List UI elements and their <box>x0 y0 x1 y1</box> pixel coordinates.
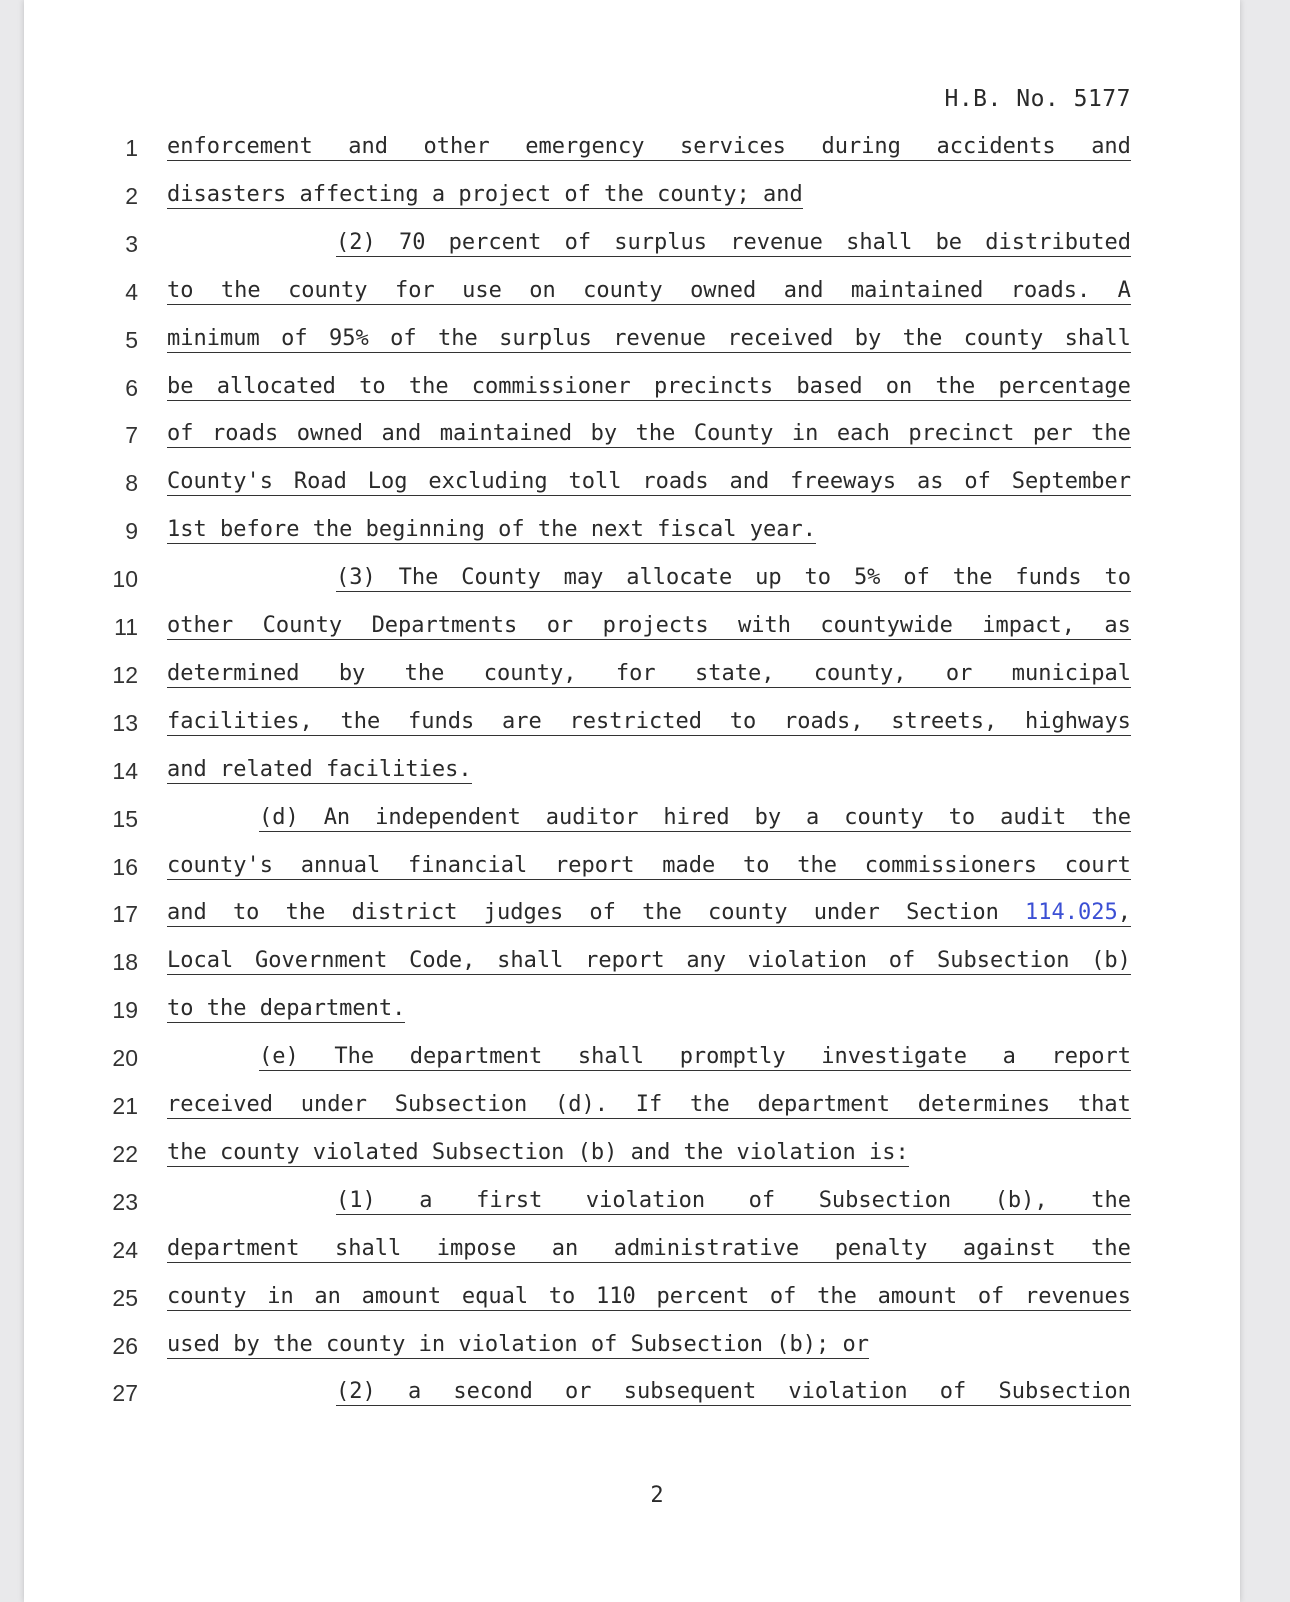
word: to <box>167 277 194 303</box>
word: or <box>945 660 973 686</box>
word: (b) <box>1091 948 1131 974</box>
word: surplus <box>614 229 707 255</box>
line-number: 12 <box>112 661 138 688</box>
word: department <box>167 1235 300 1261</box>
word: the <box>817 1283 857 1309</box>
word: The <box>398 565 439 591</box>
word: in <box>791 421 819 447</box>
word: be <box>167 373 194 399</box>
word: a <box>806 804 820 830</box>
line-number: 24 <box>112 1236 138 1263</box>
word: the <box>1091 1187 1131 1213</box>
word: Section <box>906 900 999 926</box>
word: the <box>635 421 676 447</box>
word: department <box>757 1092 890 1117</box>
word: commissioner <box>471 373 631 399</box>
word: emergency <box>525 134 645 159</box>
bill-text-line <box>336 1379 1131 1406</box>
word: Subsection <box>998 1379 1131 1405</box>
bill-text-line <box>167 900 1131 927</box>
word: of <box>167 421 194 447</box>
word: shall <box>577 1044 645 1070</box>
line-number: 11 <box>114 614 138 640</box>
word: report <box>1051 1044 1131 1070</box>
line-number: 15 <box>112 805 138 832</box>
word: commissioners <box>864 852 1037 878</box>
word: other <box>167 613 234 638</box>
word: received <box>167 1092 273 1117</box>
word: court <box>1064 852 1131 878</box>
word: of <box>964 469 991 495</box>
word: received <box>727 325 834 351</box>
word: restricted <box>569 708 702 734</box>
word: under <box>300 1092 367 1117</box>
word: by <box>590 421 618 447</box>
word: promptly <box>679 1044 786 1070</box>
line-number: 1 <box>125 135 138 161</box>
word: owned <box>296 421 363 447</box>
word: roads <box>212 421 279 447</box>
line-number: 9 <box>125 518 138 545</box>
word: a <box>1002 1044 1016 1070</box>
word: September <box>1011 469 1131 495</box>
bill-text-line <box>167 374 1131 401</box>
word: per <box>1032 421 1073 447</box>
bill-text-line <box>167 661 1131 688</box>
word: 110 <box>596 1283 636 1309</box>
word: that <box>1077 1092 1131 1117</box>
word: surplus <box>499 325 592 351</box>
word: to <box>742 852 770 878</box>
word: The <box>334 1044 375 1070</box>
word: roads. <box>1010 277 1091 303</box>
page-number: 2 <box>650 1483 664 1508</box>
word: to <box>1104 565 1131 591</box>
bill-text-line <box>167 1092 1131 1119</box>
bill-text-line <box>259 1044 1131 1071</box>
bill-text-line <box>167 1236 1131 1263</box>
bill-text-line <box>167 1284 1131 1311</box>
word: an <box>314 1283 341 1309</box>
word: Subsection <box>818 1187 952 1213</box>
word: report <box>554 852 635 878</box>
word: to <box>359 373 386 399</box>
word: to <box>729 708 757 734</box>
word: Code, <box>409 948 476 974</box>
word: 70 <box>398 229 426 255</box>
word: revenues <box>1025 1283 1131 1309</box>
bill-text-line <box>167 948 1131 975</box>
bill-text-line <box>336 1188 1131 1215</box>
word: County's <box>167 469 273 495</box>
word: projects <box>602 613 709 638</box>
word: precincts <box>653 373 774 399</box>
word: an <box>551 1235 579 1261</box>
word: and <box>729 469 770 495</box>
word: shall <box>1064 325 1131 351</box>
word: roads, <box>783 708 864 734</box>
word: percent <box>656 1283 750 1309</box>
word: enforcement <box>167 134 313 159</box>
word: subsequent <box>623 1379 757 1405</box>
word: (1) <box>336 1187 376 1213</box>
line-number: 21 <box>112 1093 138 1119</box>
word: violation <box>788 1379 908 1405</box>
bill-text-line: used by the county in violation of Subsection (b); or <box>167 1331 869 1357</box>
word: (d) <box>259 804 299 830</box>
word: and <box>167 900 207 926</box>
word: and <box>381 421 422 447</box>
word: (2) <box>336 1379 376 1405</box>
word: penalty <box>834 1235 928 1261</box>
bill-text-line <box>167 278 1131 305</box>
word: countywide <box>820 613 953 638</box>
word: facilities, <box>167 708 313 734</box>
line-number: 20 <box>112 1045 138 1072</box>
word: financial <box>407 852 528 878</box>
line-number: 17 <box>112 901 138 928</box>
word: allocate <box>626 565 733 591</box>
word: and <box>1091 134 1131 159</box>
word: in <box>267 1283 294 1309</box>
word: with <box>738 613 791 638</box>
word: revenue <box>730 229 823 255</box>
word: Road <box>293 469 347 495</box>
word: roads <box>642 469 709 495</box>
word: second <box>453 1379 533 1405</box>
word: up <box>755 565 782 591</box>
word: (2) <box>336 229 376 255</box>
word: be <box>935 229 963 255</box>
word: the <box>220 277 261 303</box>
word: hired <box>663 804 730 830</box>
word: funds <box>407 708 475 734</box>
word: to <box>548 1283 576 1309</box>
word: freeways <box>790 469 897 495</box>
word: administrative <box>613 1235 800 1261</box>
word: state, <box>694 660 775 686</box>
word: excluding <box>428 469 548 495</box>
word: If <box>635 1092 663 1117</box>
word: percent <box>448 229 542 255</box>
word: first <box>476 1187 543 1213</box>
word: of <box>589 900 616 926</box>
word: Government <box>254 948 388 974</box>
line-number: 4 <box>125 278 138 305</box>
word: each <box>836 421 890 447</box>
word: other <box>423 134 490 159</box>
word: distributed <box>985 229 1131 255</box>
word: the <box>642 900 682 926</box>
word: highways <box>1024 708 1131 734</box>
document-page <box>24 0 1240 1602</box>
word: amount <box>877 1283 958 1309</box>
word: revenue <box>613 325 706 351</box>
word: percentage <box>998 373 1131 399</box>
word: municipal <box>1011 660 1131 686</box>
word: An <box>323 804 351 830</box>
word: Local <box>167 948 234 974</box>
word: for <box>394 277 435 303</box>
word: County <box>262 613 343 638</box>
word: County <box>461 565 541 591</box>
word: county <box>844 804 924 830</box>
bill-text-line: the county violated Subsection (b) and the violation is: <box>167 1139 909 1165</box>
word: any <box>686 948 727 974</box>
word: the <box>340 708 381 734</box>
word: county <box>167 1283 247 1309</box>
word: 95% <box>329 325 369 351</box>
word: a <box>419 1187 433 1213</box>
bill-text-line <box>167 326 1131 353</box>
line-number: 18 <box>112 949 138 976</box>
bill-text-line <box>167 421 1131 448</box>
word: minimum <box>167 325 260 351</box>
word: district <box>351 900 458 926</box>
word: made <box>662 852 716 878</box>
word: of <box>390 325 417 351</box>
word: of <box>939 1379 967 1405</box>
bill-text-line <box>336 230 1131 257</box>
word: county <box>963 325 1044 351</box>
word: amount <box>361 1283 442 1309</box>
word: by <box>754 804 782 830</box>
line-number: 6 <box>125 374 138 401</box>
word: of <box>888 948 916 974</box>
word: on <box>529 277 556 303</box>
word: audit <box>1000 804 1067 830</box>
word: (e) <box>259 1044 299 1070</box>
bill-text-line <box>167 709 1131 736</box>
line-number: 22 <box>112 1140 138 1167</box>
word: Subsection <box>936 948 1070 974</box>
word: shall <box>846 229 913 255</box>
word: A <box>1117 277 1131 303</box>
word: to <box>232 900 260 926</box>
bill-text-line <box>336 565 1131 592</box>
word: (3) <box>336 565 376 591</box>
bill-text-line: disasters affecting a project of the county; and <box>167 181 803 207</box>
word: report <box>585 948 665 974</box>
line-number: 23 <box>112 1188 138 1215</box>
word: the <box>935 373 976 399</box>
word: of <box>281 325 308 351</box>
bill-text-line: to the department. <box>167 996 406 1022</box>
line-number: 16 <box>112 853 138 880</box>
word: of <box>769 1283 797 1309</box>
word: or <box>565 1379 592 1405</box>
word: 5% <box>853 565 881 591</box>
word: services <box>679 134 786 159</box>
word: equal <box>461 1283 529 1309</box>
word: independent <box>375 804 521 830</box>
word: the <box>952 565 993 591</box>
word: Log <box>367 469 408 495</box>
word: and <box>783 277 824 303</box>
word: determined <box>167 660 300 686</box>
word: by <box>854 325 882 351</box>
line-number: 7 <box>125 422 138 449</box>
word: shall <box>334 1235 402 1261</box>
word: County <box>693 421 774 447</box>
word: county, <box>813 660 907 686</box>
bill-text-line: and related facilities. <box>167 756 472 782</box>
word: based <box>796 373 863 399</box>
word: determines <box>917 1092 1051 1117</box>
word: investigate <box>821 1044 967 1070</box>
line-number: 27 <box>112 1380 138 1407</box>
line-number: 5 <box>125 326 138 353</box>
word: of <box>903 565 930 591</box>
word: a <box>407 1379 422 1405</box>
word: the <box>902 325 943 351</box>
word: county <box>288 277 368 303</box>
word: to <box>804 565 832 591</box>
word: as <box>916 469 944 495</box>
word: owned <box>690 277 757 303</box>
word: for <box>615 660 656 686</box>
line-number: 3 <box>125 230 138 257</box>
word: impact, <box>982 613 1075 638</box>
word: impose <box>436 1235 517 1261</box>
word: maintained <box>439 421 573 447</box>
word: of <box>977 1283 1005 1309</box>
word: and <box>348 134 388 159</box>
word: of <box>748 1187 776 1213</box>
bill-text-line: 1st before the beginning of the next fiscal year. <box>167 517 817 543</box>
line-number: 10 <box>112 566 138 593</box>
word: annual <box>300 852 381 878</box>
word: use <box>462 277 502 303</box>
word: violation <box>747 948 868 974</box>
line-number: 2 <box>125 182 138 209</box>
word: the <box>689 1092 730 1117</box>
word: may <box>563 565 604 591</box>
word: are <box>501 708 542 734</box>
line-number: 13 <box>112 709 138 736</box>
word: auditor <box>545 804 639 830</box>
word: as <box>1104 613 1131 638</box>
word: the <box>408 373 449 399</box>
bill-text-line <box>167 469 1131 496</box>
word: of <box>564 229 592 255</box>
word: county's <box>167 852 273 878</box>
line-number: 26 <box>112 1332 138 1359</box>
word: (b), <box>994 1187 1048 1213</box>
word: allocated <box>216 373 336 399</box>
word: funds <box>1015 565 1082 591</box>
word: toll <box>568 469 622 495</box>
word: or <box>546 613 574 638</box>
word: during <box>821 134 901 159</box>
word: judges <box>483 900 564 926</box>
word: violation <box>585 1187 706 1213</box>
word: under <box>813 900 880 926</box>
word: shall <box>497 948 564 974</box>
bill-text-line <box>259 805 1131 832</box>
word: Departments <box>371 613 518 638</box>
word: to <box>948 804 976 830</box>
word: the <box>1091 804 1131 830</box>
word: the <box>404 660 445 686</box>
line-number: 8 <box>125 470 138 497</box>
word: the <box>797 852 837 878</box>
word: county <box>583 277 663 303</box>
bill-text-line <box>167 134 1131 161</box>
word: Subsection <box>394 1092 528 1117</box>
word: maintained <box>850 277 984 303</box>
word: the <box>1091 421 1131 447</box>
word: county <box>708 900 788 926</box>
word: the <box>285 900 326 926</box>
word: the <box>1091 1235 1131 1261</box>
line-number: 25 <box>112 1284 138 1311</box>
line-number: 14 <box>112 757 138 784</box>
word: streets, <box>891 708 998 734</box>
bill-number-header: H.B. No. 5177 <box>944 86 1131 112</box>
word: on <box>885 373 913 399</box>
word: precinct <box>908 421 1015 447</box>
bill-text-line <box>167 853 1131 880</box>
section-reference-link[interactable]: 114.025, <box>1025 900 1131 926</box>
line-number: 19 <box>112 997 138 1024</box>
word: county, <box>483 660 577 686</box>
word: by <box>338 660 366 686</box>
word: accidents <box>936 134 1056 159</box>
bill-text-line <box>167 613 1131 640</box>
word: against <box>962 1235 1056 1261</box>
word: (d). <box>554 1092 608 1117</box>
word: department <box>409 1044 543 1070</box>
word: the <box>438 325 478 351</box>
